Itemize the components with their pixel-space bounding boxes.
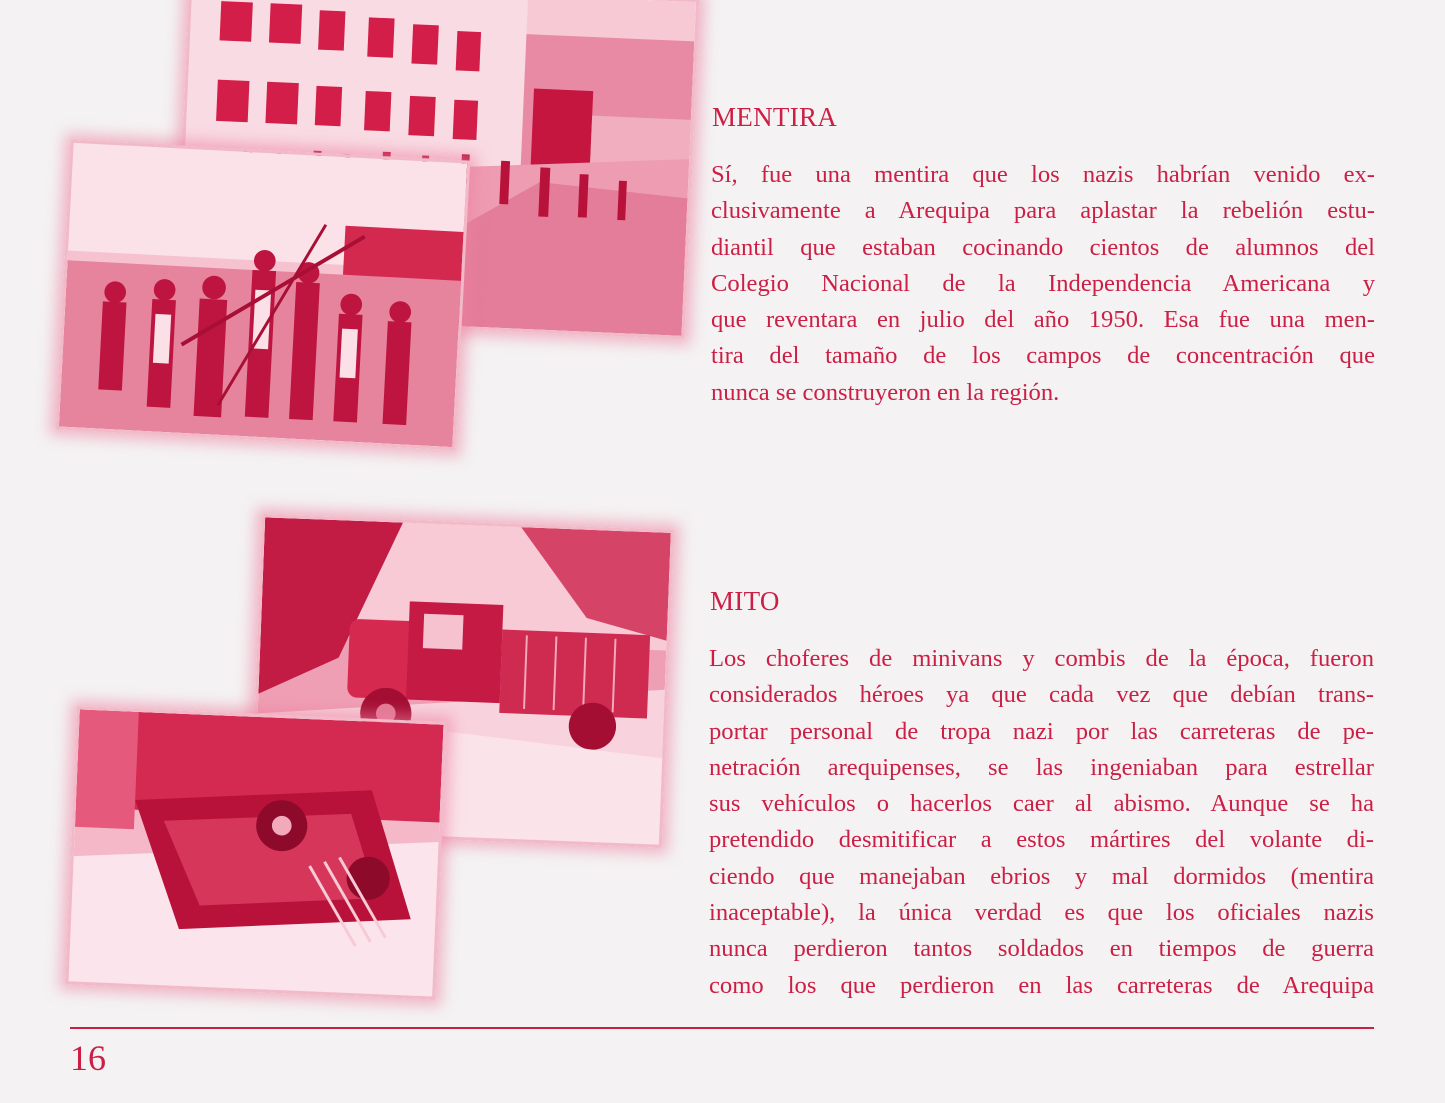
text-line: como los que perdieron en las carreteras de Arequipa [709,971,1374,999]
text-line: pretendido desmitificar a estos mártires del volante di- [709,826,1374,854]
photo-overturned-vehicle [65,706,446,999]
text-line: portar personal de tropa nazi por las carreteras de pe- [709,717,1374,745]
text-line: que reventara en julio del año 1950. Esa fue una men- [711,306,1375,334]
text-line: tira del tamaño de los campos de concentración que [711,342,1375,370]
text-line: Sí, fue una mentira que los nazis habrían venido ex- [711,161,1375,188]
text-line: sus vehículos o hacerlos caer al abismo. Aunque se ha [709,790,1374,818]
photo-group-of-men [56,140,471,451]
section-body-mentira [711,157,1375,411]
text-line: Los choferes de minivans y combis de la época, fueron [709,645,1374,672]
text-line: nunca se construyeron en la región. [711,378,1060,406]
text-line: inaceptable), la única verdad es que los oficiales nazis [709,899,1374,927]
section-body-mito [709,641,1374,1004]
footer-divider [70,1027,1374,1029]
text-line: netración arequipenses, se las ingeniaban para estrellar [709,753,1374,781]
section-title-mito: MITO [710,586,780,616]
text-line: clusivamente a Arequipa para aplastar la rebelión estu- [711,197,1375,225]
text-line: Colegio Nacional de la Independencia Americana y [711,269,1375,297]
section-title-mentira: MENTIRA [712,102,838,132]
page-number: 16 [70,1038,106,1078]
text-line: diantil que estaban cocinando cientos de alumnos del [711,233,1375,261]
text-line: nunca perdieron tantos soldados en tiempos de guerra [709,935,1374,963]
text-line: ciendo que manejaban ebrios y mal dormidos (mentira [709,862,1374,890]
text-line: considerados héroes ya que cada vez que debían trans- [709,681,1374,709]
